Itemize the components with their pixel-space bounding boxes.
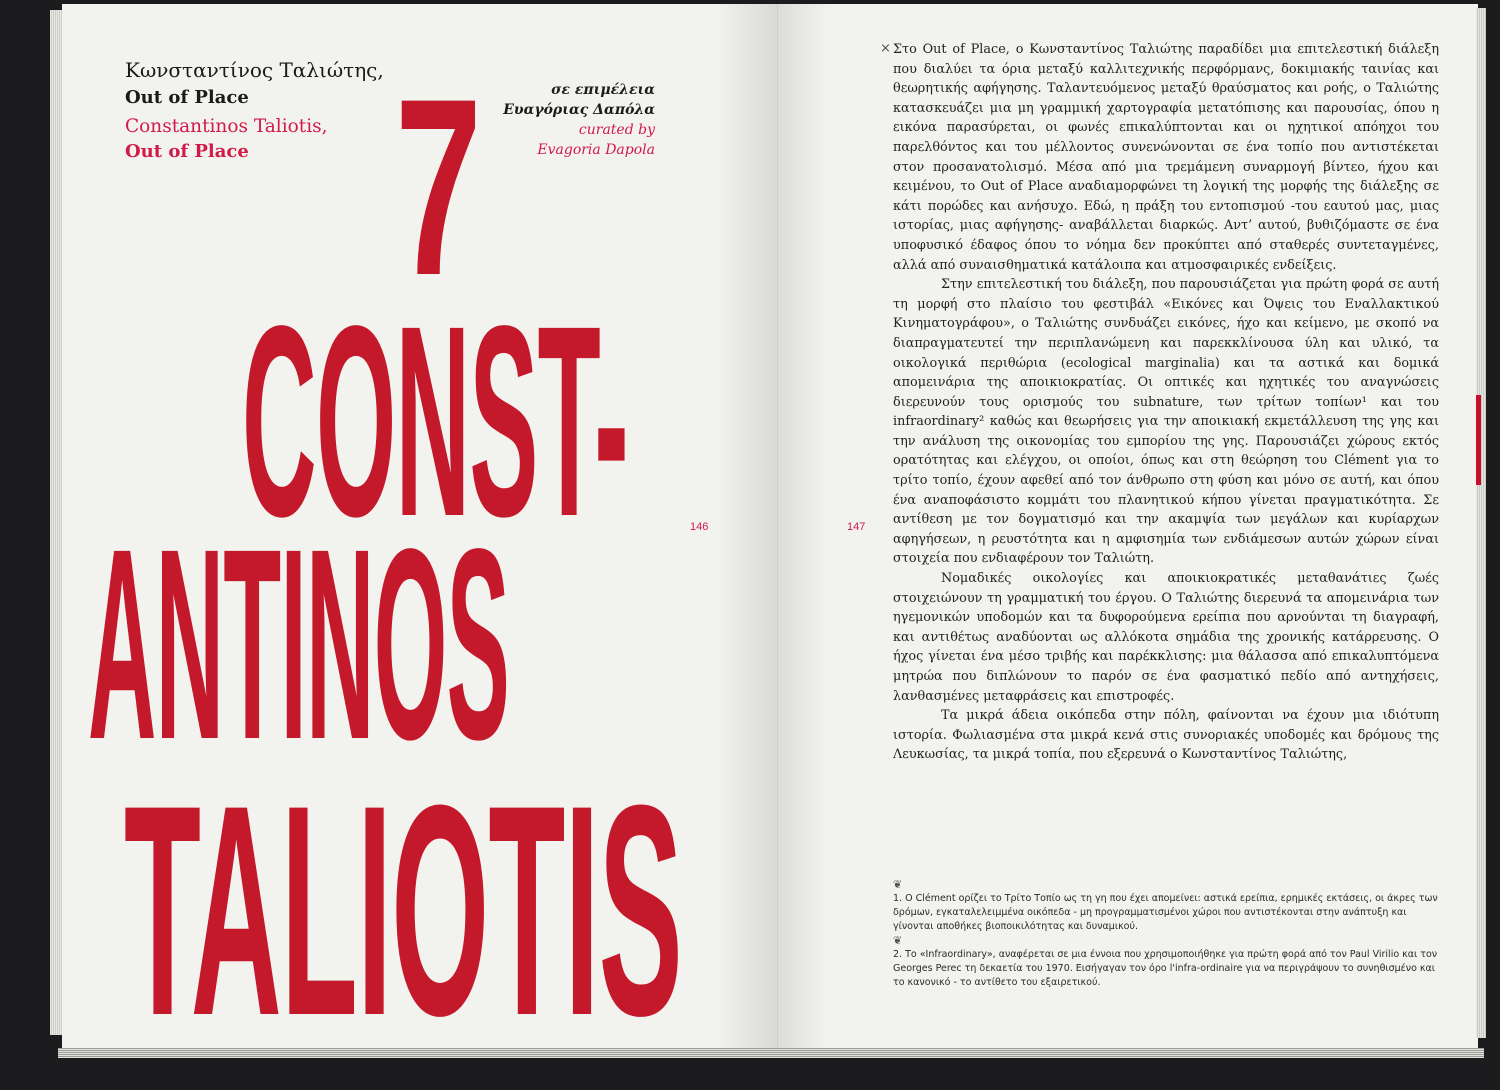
gutter-shadow-left	[717, 4, 777, 1048]
author-english: Constantinos Taliotis,	[125, 116, 328, 137]
curated-english-line1: curated by	[578, 122, 655, 138]
footnotes	[893, 878, 1439, 990]
footnote-1: 1. Ο Clément ορίζει το Τρίτο Τοπίο ως τη γη που έχει απομείνει: αστικά ερείπια, ερημικές εκτάσεις, οι άκρες των δρόμων, εγκαταλελειμμένα οικόπεδα - μη προγραμματισμένοι χώροι που αντιστέκονται στην ανάπτυξη και γίνονται αποθήκες βιοποικιλότητας και δυναμικού.	[893, 893, 1438, 932]
footnote-2: 2. Το «Infraordinary», αναφέρεται σε μια έννοια που χρησιμοποιήθηκε για πρώτη φορά από τον Paul Virilio και τον Georges Perec τη δεκαετία του 1970. Εισήγαγαν τον όρο l'infra-ordinaire για να περιγράψουν το συνηθισμένο και το κανονικό - το αντίθετο του εξαιρετικού.	[893, 949, 1438, 988]
big-name-line2: ANTINOS	[88, 492, 510, 796]
curated-greek-line1: σε επιμέλεια	[551, 82, 655, 98]
footnote-ornament: ❦	[893, 878, 903, 891]
page-number-right: 147	[847, 521, 866, 533]
gutter-shadow-right	[778, 4, 828, 1048]
paragraph-2: Στην επιτελεστική του διάλεξη, που παρουσιάζεται για πρώτη φορά σε αυτή τη μορφή στο πλαίσιο του φεστιβάλ «Εικόνες και Όψεις του Εναλλακτικού Κινηματογράφου», ο Ταλιώτης συνδυάζει εικόνες, ήχο και κείμενο, με σκοπό να διαπραγματευτεί την περιπλανώμενη και παρεκκλίνουσα ύλη και υλικό, τα οικολογικά περιθώρια (ecological marginalia) και τα αστικά και δομικά απομεινάρια της αποικιοκρατίας. Οι οπτικές και ηχητικές του αναγνώσεις διερευνούν τους ορισμούς του subnature, των τρίτων τοπίων¹ και του infraordinary² καθώς και θεωρήσεις για την αποικιακή εκμετάλλευση της γης και την ανάλυση της οικονομίας του εμπορίου της γης. Παρουσιάζει χώρους εκτός ορατότητας και ελέγχου, οι οποίοι, όπως και στη θεώρηση του Clément για το τρίτο τοπίο, έχουν αφεθεί από τον άνθρωπο στη φύση και μόνο σε αυτή, και όπου ένα αναποφάσιστο κομμάτι του πλανητικού κήπου γίνεται πραγματικότητα. Σε αντίθεση με τον δογματισμό και την ακαμψία των μεγάλων και κυρίαρχων αφηγήσεων, η ρευστότητα και η αμφισημία των ενδιάμεσων αυτών χώρων είναι στοιχεία που ενδιαφέρουν τον Ταλιώτη.	[893, 277, 1439, 567]
author-greek: Κωνσταντίνος Ταλιώτης,	[125, 58, 384, 82]
footnote-ornament-2: ❦	[893, 934, 903, 947]
section-marker: ×	[880, 41, 891, 56]
big-name-line3: TALIOTIS	[124, 742, 682, 1078]
page-number-left: 146	[690, 521, 709, 533]
paragraph-3: Νομαδικές οικολογίες και αποικιοκρατικές μεταθανάτιες ζωές στοιχειώνουν τη γραμματική του έργου. Ο Ταλιώτης διερευνά τα απομεινάρια των ηγεμονικών υποδομών και τα δυφορούμενα ερείπια που αρνούνται τη διαγραφή, και αντιθέτως αναδύονται ως αλλόκοτα σημάδια της χρονικής κατάρρευσης. Ο ήχος γίνεται ένα μέσο τριβής και παρέκκλισης: μια θάλασσα από επικαλυπτόμενα μητρώα που διπλώνουν το παρόν σε ένα φασματικό πεδίο από αντηχήσεις, λανθασμένες μεταφράσεις και επιστροφές.	[893, 571, 1439, 704]
paragraph-1: Στο Out of Place, ο Κωνσταντίνος Ταλιώτης παραδίδει μια επιτελεστική διάλεξη που διαλύει τα όρια μεταξύ καλλιτεχνικής περφόρμανς, δοκιμιακής ταινίας και θεωρητικής αφήγησης. Ταλαντευόμενος μεταξύ θραύσματος και ροής, ο Ταλιώτης κατασκευάζει μια μη γραμμική χαρτογραφία μετατόπισης και παρουσίας, όπου η εικόνα παρασύρεται, οι φωνές επικαλύπτονται και οι ηχητικοί απόηχοι του παρελθόντος και του μέλλοντος συνενώνονται σε ένα τοπίο που αντιστέκεται στον προσανατολισμό. Μέσα από μια τρεμάμενη συναρμογή βίντεο, ήχου και κειμένου, το Out of Place αναδιαμορφώνει τη λογική της μορφής της διάλεξης σε κάτι πορώδες και ανήσυχο. Εδώ, η πράξη του εντοπισμού -του εαυτού μας, μιας ιστορίας, μιας αφήγησης- αναβάλλεται διαρκώς. Αντ’ αυτού, βυθιζόμαστε σε ένα υποφυσικό έδαφος όπου το νόημα δεν προκύπτει από σταθερές συντεταγμένες, αλλά από συναισθηματικά κατάλοιπα και ατμοσφαιρικές ενδείξεις.	[893, 42, 1439, 273]
curated-english-line2: Evagoria Dapola	[537, 142, 655, 158]
paragraph-4: Τα μικρά άδεια οικόπεδα στην πόλη, φαίνονται να έχουν μια ιδιότυπη ιστορία. Φωλιασμένα στα μικρά κενά στις συνοριακές υποδομές και δρόμους της Λευκωσίας, τα μικρά τοπία, που εξερευνά ο Κωνσταντίνος Ταλιώτης,	[893, 708, 1439, 763]
title-english: Out of Place	[125, 141, 249, 162]
big-chapter-number: 7	[395, 47, 481, 328]
title-greek: Out of Place	[125, 87, 249, 108]
curator-credit	[503, 80, 655, 160]
red-page-tab	[1476, 395, 1481, 485]
curated-greek-line2: Ευαγόριας Δαπόλα	[503, 102, 655, 118]
page-edges-right	[1476, 8, 1486, 1038]
big-name-line1: CONST-	[242, 269, 628, 573]
body-text	[893, 40, 1439, 765]
